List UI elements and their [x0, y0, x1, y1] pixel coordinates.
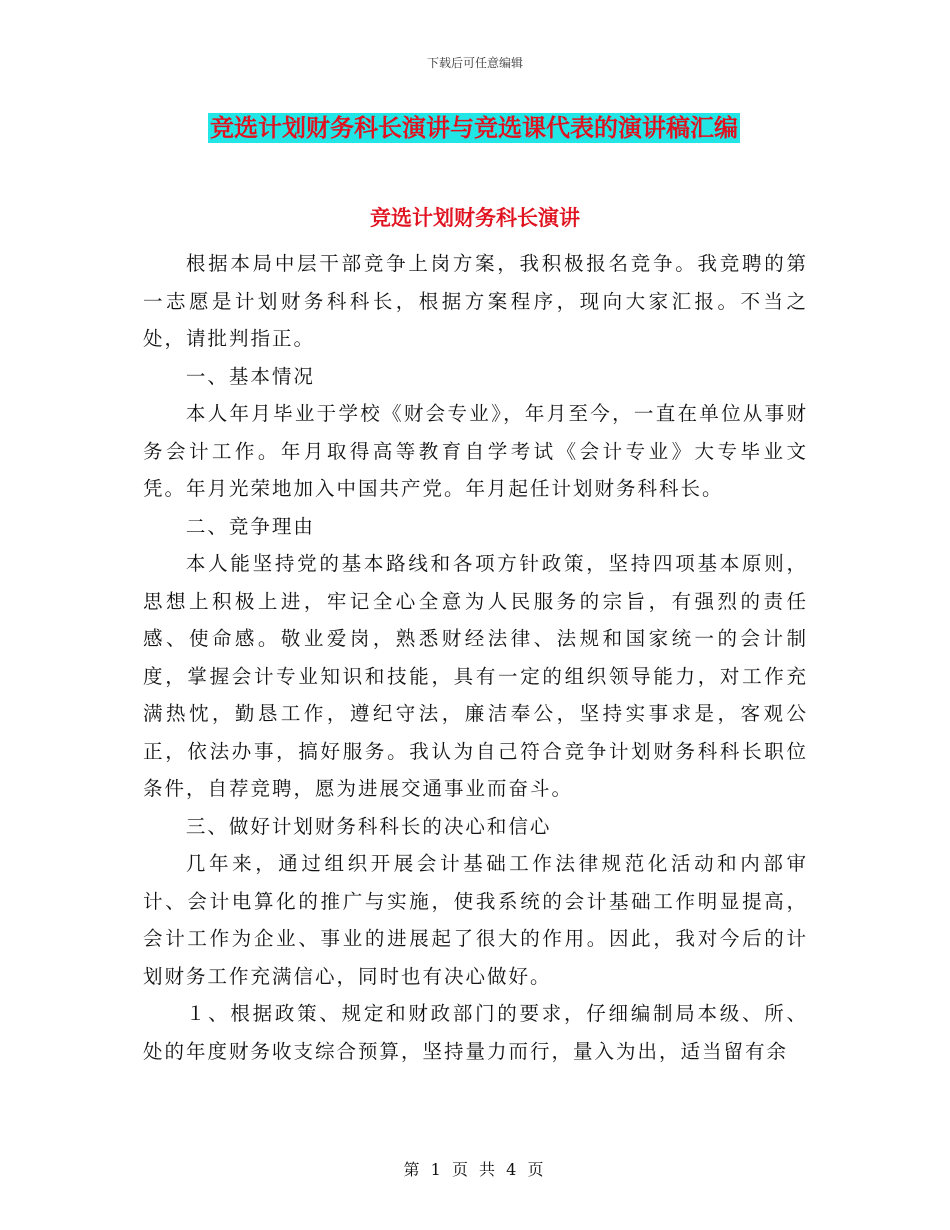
document-body [143, 245, 808, 1070]
paragraph-determination: 几年来，通过组织开展会计基础工作法律规范化活动和内部审计、会计电算化的推广与实施，使我系统的会计基础工作明显提高，会计工作为企业、事业的进展起了很大的作用。因此，我对今后的计划财务工作充满信心，同时也有决心做好。 [143, 852, 808, 988]
heading-basic-info: 一、基本情况 [185, 364, 315, 388]
page-label-mid: 页 [451, 1160, 471, 1179]
page-total-prefix: 共 [479, 1160, 499, 1179]
heading-determination: 三、做好计划财务科科长的决心和信心 [185, 814, 552, 838]
page-footer [0, 1157, 950, 1180]
page-current: 1 [430, 1160, 444, 1179]
header-note: 下载后可任意编辑 [426, 56, 523, 70]
paragraph-reasons: 本人能坚持党的基本路线和各项方针政策，坚持四项基本原则，思想上积极上进，牢记全心全意为人民服务的宗旨，有强烈的责任感、使命感。敬业爱岗，熟悉财经法律、法规和国家统一的会计制度，掌握会计专业知识和技能，具有一定的组织领导能力，对工作充满热忱，勤恳工作，遵纪守法，廉洁奉公，坚持实事求是，客观公正，依法办事，搞好服务。我认为自己符合竞争计划财务科科长职位条件，自荐竞聘，愿为进展交通事业而奋斗。 [143, 552, 808, 800]
page-label-prefix: 第 [403, 1160, 423, 1179]
paragraph-intro: 根据本局中层干部竞争上岗方案，我积极报名竞争。我竞聘的第一志愿是计划财务科科长，根据方案程序，现向大家汇报。不当之处，请批判指正。 [143, 252, 808, 350]
paragraph-item-1: １、根据政策、规定和财政部门的要求，仔细编制局本级、所、处的年度财务收支综合预算，坚持量力而行，量入为出，适当留有余 [143, 1002, 808, 1063]
document-title: 竞选计划财务科长演讲与竞选课代表的演讲稿汇编 [210, 114, 738, 142]
section-title: 竞选计划财务科长演讲 [370, 206, 580, 230]
heading-reasons: 二、竞争理由 [185, 514, 315, 538]
page-total: 4 [506, 1160, 520, 1179]
page-label-suffix: 页 [527, 1160, 547, 1179]
paragraph-basic-info: 本人年月毕业于学校《财会专业》，年月至今，一直在单位从事财务会计工作。年月取得高等教育自学考试《会计专业》大专毕业文凭。年月光荣地加入中国共产党。年月起任计划财务科科长。 [143, 402, 808, 500]
